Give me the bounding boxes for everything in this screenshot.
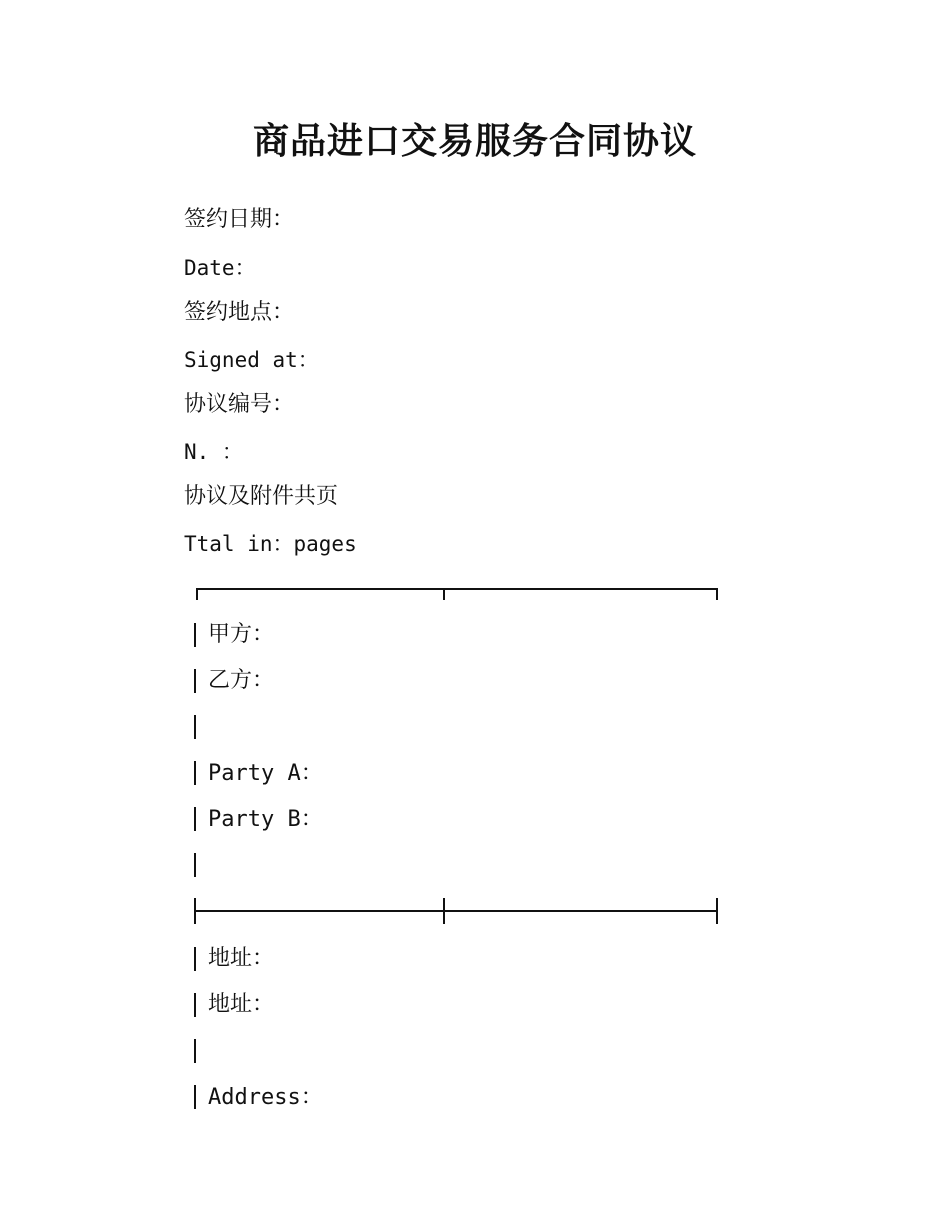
address-a-label-cn: 地址：: [208, 946, 275, 971]
agreement-number-label-en: N. ：: [184, 440, 243, 464]
address-b-label-cn: 地址：: [208, 992, 275, 1017]
party-a-label-en: Party A：: [208, 761, 323, 786]
agreement-number-label-cn: 协议编号：: [184, 392, 295, 417]
table-left-border: [194, 947, 196, 971]
signing-place-label-cn: 签约地点：: [184, 300, 295, 325]
total-pages-label-cn: 协议及附件共页: [184, 484, 339, 509]
table-left-border: [194, 853, 196, 877]
table-left-border: [194, 1085, 196, 1109]
table-left-border: [194, 761, 196, 785]
table-left-border: [194, 715, 196, 739]
party-b-label-cn: 乙方：: [208, 668, 275, 693]
party-b-label-en: Party B：: [208, 807, 323, 832]
table-left-border: [194, 623, 196, 647]
signing-place-label-en: Signed at：: [184, 348, 319, 372]
address-label-en: Address：: [208, 1085, 323, 1110]
table-left-border: [194, 1039, 196, 1063]
table-left-border: [194, 807, 196, 831]
document-title: 商品进口交易服务合同协议: [252, 121, 697, 162]
total-pages-label-en: Ttal in：pages: [184, 532, 357, 556]
signing-date-label-cn: 签约日期：: [184, 207, 295, 232]
party-a-label-cn: 甲方：: [208, 622, 275, 647]
signing-date-label-en: Date：: [184, 256, 256, 280]
table-left-border: [194, 993, 196, 1017]
table-left-border: [194, 669, 196, 693]
